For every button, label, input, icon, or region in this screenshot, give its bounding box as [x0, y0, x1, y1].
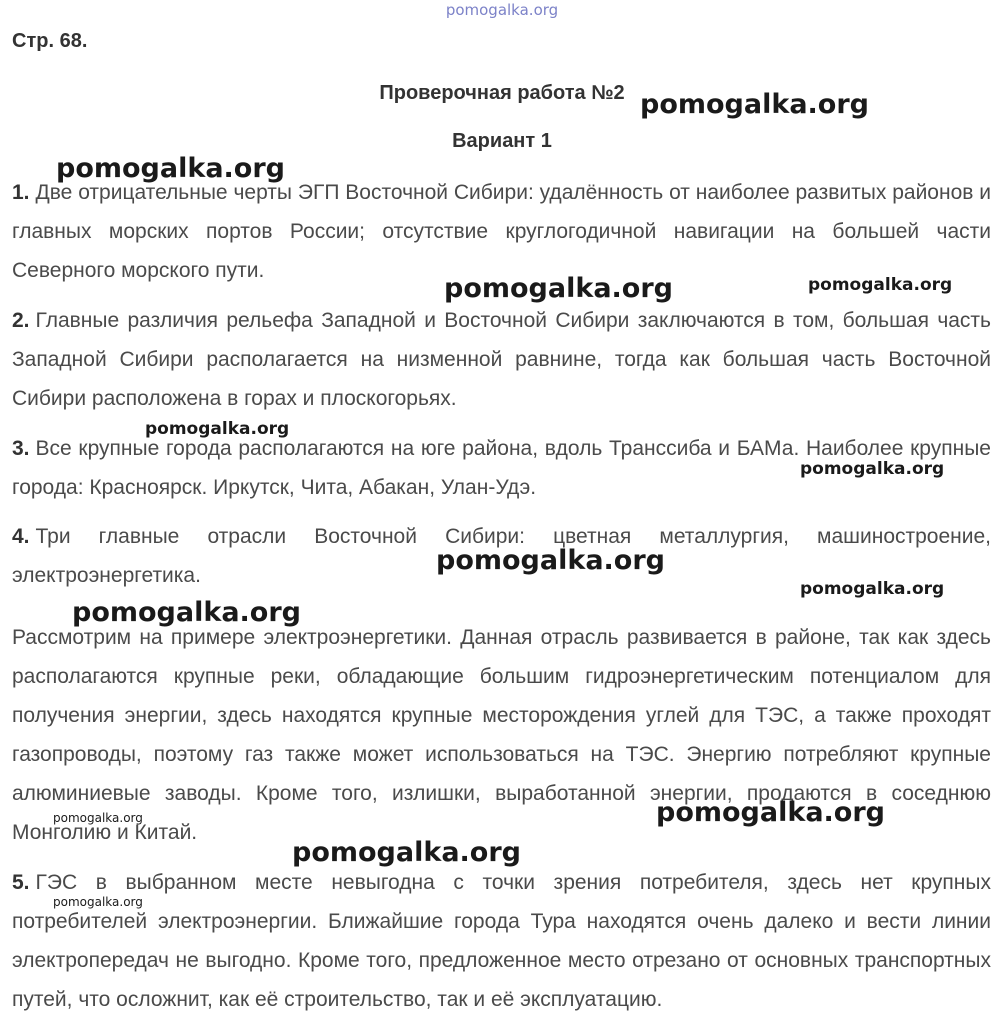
watermark: pomogalka.org: [808, 275, 953, 295]
answer-5: [12, 863, 991, 1019]
watermark: pomogalka.org: [53, 811, 143, 825]
answer-text: Две отрицательные черты ЭГП Восточной Сибири: удалённость от наиболее развитых районов и главных морских портов России; отсутствие круглогодичной навигации на большей части Северного морского пути.: [12, 181, 991, 282]
watermark: pomogalka.org: [656, 797, 885, 828]
answer-number: 4.: [12, 525, 30, 548]
answer-text: Рассмотрим на примере электроэнергетики. Данная отрасль развивается в районе, так как здесь располагаются крупные реки, обладающие большим гидроэнергетическим потенциалом для получения энергии, здесь находятся крупные месторождения углей для ТЭС, а также проходят газопроводы, поэтому газ также может использоваться на ТЭС. Энергию потребляют крупные алюминиевые заводы. Кроме того, излишки, выработанной энергии, продаются в соседнюю Монголию и Китай.: [12, 626, 991, 844]
watermark: pomogalka.org: [800, 579, 945, 599]
watermark: pomogalka.org: [436, 545, 665, 576]
watermark: pomogalka.org: [800, 459, 945, 479]
watermark: pomogalka.org: [444, 273, 673, 304]
watermark: pomogalka.org: [56, 153, 285, 184]
answer-text: Три главные отрасли Восточной Сибири: цветная металлургия, машиностроение, электроэнергетика.: [12, 525, 991, 587]
answer-number: 5.: [12, 871, 30, 894]
answer-text: Главные различия рельефа Западной и Восточной Сибири заключаются в том, большая часть Западной Сибири располагается на низменной равнине, тогда как большая часть Восточной Сибири расположена в горах и плоскогорьях.: [12, 309, 991, 410]
watermark: pomogalka.org: [145, 419, 290, 439]
variant-heading: Вариант 1: [452, 130, 552, 152]
watermark: pomogalka.org: [72, 597, 301, 628]
watermark: pomogalka.org: [53, 895, 143, 909]
answer-text: ГЭС в выбранном месте невыгодна с точки зрения потребителя, здесь нет крупных потребителей электроэнергии. Ближайшие города Тура находятся очень далеко и вести линии электропередач не выгодно. Кроме того, предложенное место отрезано от основных транспортных путей, что осложнит, как её строительство, так и её эксплуатацию.: [12, 871, 991, 1011]
answer-text: Все крупные города располагаются на юге района, вдоль Транссиба и БАМа. Наиболее крупные города: Красноярск. Иркутск, Чита, Абакан, Улан-Удэ.: [12, 437, 991, 499]
watermark: pomogalka.org: [640, 89, 869, 120]
answer-number: 3.: [12, 437, 30, 460]
answer-number: 2.: [12, 309, 30, 332]
answer-number: 1.: [12, 181, 30, 204]
page-title: Проверочная работа №2: [379, 82, 625, 104]
answer-2: [12, 301, 991, 418]
page-reference: Стр. 68.: [12, 30, 88, 52]
watermark: pomogalka.org: [292, 837, 521, 868]
site-watermark-top: pomogalka.org: [445, 1, 559, 19]
